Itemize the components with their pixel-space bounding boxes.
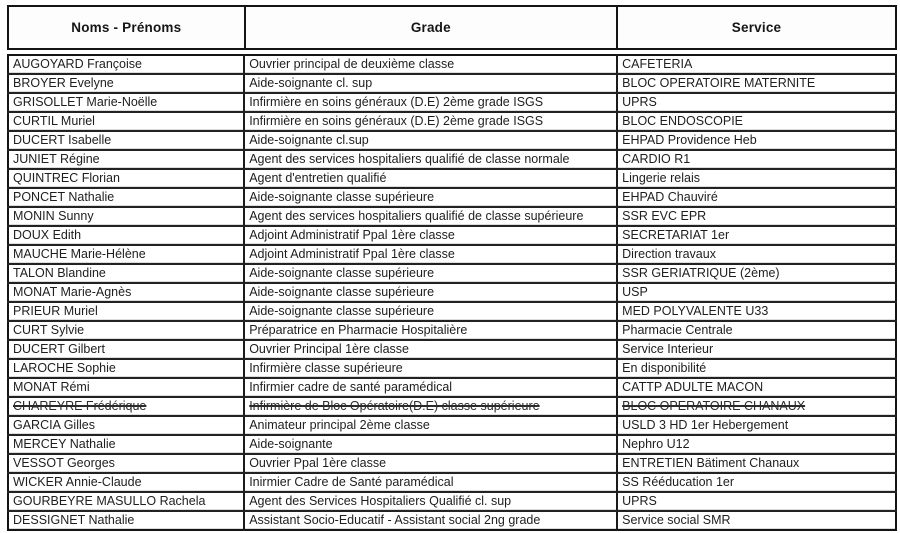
table-row — [8, 302, 896, 321]
table-row — [8, 321, 896, 340]
cell-noms-prenoms: QUINTREC Florian — [8, 169, 244, 188]
table-row — [8, 283, 896, 302]
cell-noms-prenoms: MAUCHE Marie-Hélène — [8, 245, 244, 264]
cell-noms-prenoms: MONAT Rémi — [8, 378, 244, 397]
cell-noms-prenoms: PRIEUR Muriel — [8, 302, 244, 321]
cell-noms-prenoms: BROYER Evelyne — [8, 74, 244, 93]
cell-noms-prenoms: AUGOYARD Françoise — [8, 55, 244, 74]
cell-noms-prenoms: GARCIA Gilles — [8, 416, 244, 435]
cell-noms-prenoms: CURT Sylvie — [8, 321, 244, 340]
table-row — [8, 55, 896, 74]
table-header-row — [7, 5, 897, 50]
cell-noms-prenoms: DUCERT Gilbert — [8, 340, 244, 359]
cell-grade: Agent d'entretien qualifié — [244, 169, 617, 188]
cell-grade: Agent des services hospitaliers qualifié de classe normale — [244, 150, 617, 169]
table-row — [8, 93, 896, 112]
table-row — [8, 397, 896, 416]
table-row — [8, 131, 896, 150]
cell-noms-prenoms: GRISOLLET Marie-Noëlle — [8, 93, 244, 112]
table-row — [8, 473, 896, 492]
table-row — [8, 226, 896, 245]
cell-noms-prenoms: DOUX Edith — [8, 226, 244, 245]
cell-service: Direction travaux — [617, 245, 896, 264]
table-row — [8, 435, 896, 454]
scanned-staff-table-page — [7, 5, 897, 531]
cell-noms-prenoms: CURTIL Muriel — [8, 112, 244, 131]
cell-grade: Infirmière en soins généraux (D.E) 2ème grade ISGS — [244, 112, 617, 131]
cell-noms-prenoms: MERCEY Nathalie — [8, 435, 244, 454]
staff-table — [7, 54, 897, 531]
cell-grade: Aide-soignante cl.sup — [244, 131, 617, 150]
table-row — [8, 378, 896, 397]
cell-grade: Infirmière en soins généraux (D.E) 2ème grade ISGS — [244, 93, 617, 112]
cell-noms-prenoms: TALON Blandine — [8, 264, 244, 283]
cell-grade: Aide-soignante classe supérieure — [244, 283, 617, 302]
cell-service: SECRETARIAT 1er — [617, 226, 896, 245]
cell-service: Nephro U12 — [617, 435, 896, 454]
cell-grade: Agent des Services Hospitaliers Qualifié cl. sup — [244, 492, 617, 511]
cell-service: CAFETERIA — [617, 55, 896, 74]
cell-grade: Préparatrice en Pharmacie Hospitalière — [244, 321, 617, 340]
table-row — [8, 207, 896, 226]
cell-grade: Ouvrier Principal 1ère classe — [244, 340, 617, 359]
cell-grade: Infirmier cadre de santé paramédical — [244, 378, 617, 397]
cell-grade: Ouvrier Ppal 1ère classe — [244, 454, 617, 473]
cell-noms-prenoms: PONCET Nathalie — [8, 188, 244, 207]
cell-noms-prenoms: WICKER Annie-Claude — [8, 473, 244, 492]
column-header-noms-prenoms: Noms - Prénoms — [71, 20, 182, 35]
table-row — [8, 245, 896, 264]
cell-service: BLOC OPERATOIRE CHANAUX — [617, 397, 896, 416]
table-row — [8, 416, 896, 435]
cell-grade: Aide-soignante classe supérieure — [244, 188, 617, 207]
cell-service: UPRS — [617, 492, 896, 511]
cell-grade: Adjoint Administratif Ppal 1ère classe — [244, 226, 617, 245]
cell-service: SSR EVC EPR — [617, 207, 896, 226]
cell-service: EHPAD Chauviré — [617, 188, 896, 207]
table-row — [8, 150, 896, 169]
cell-service: SSR GERIATRIQUE (2ème) — [617, 264, 896, 283]
table-row — [8, 340, 896, 359]
table-row — [8, 492, 896, 511]
cell-grade: Aide-soignante — [244, 435, 617, 454]
cell-service: En disponibilité — [617, 359, 896, 378]
cell-grade: Infirmière classe supérieure — [244, 359, 617, 378]
cell-noms-prenoms: MONIN Sunny — [8, 207, 244, 226]
cell-service: USLD 3 HD 1er Hebergement — [617, 416, 896, 435]
cell-service: Pharmacie Centrale — [617, 321, 896, 340]
cell-grade: Ouvrier principal de deuxième classe — [244, 55, 617, 74]
cell-grade: Agent des services hospitaliers qualifié de classe supérieure — [244, 207, 617, 226]
cell-service: MED POLYVALENTE U33 — [617, 302, 896, 321]
cell-service: CARDIO R1 — [617, 150, 896, 169]
cell-grade: Aide-soignante classe supérieure — [244, 264, 617, 283]
cell-grade: Animateur principal 2ème classe — [244, 416, 617, 435]
cell-service: Service social SMR — [617, 511, 896, 530]
cell-grade: Aide-soignante cl. sup — [244, 74, 617, 93]
cell-noms-prenoms: CHAREYRE Frédérique — [8, 397, 244, 416]
cell-grade: Inirmier Cadre de Santé paramédical — [244, 473, 617, 492]
cell-service: ENTRETIEN Bätiment Chanaux — [617, 454, 896, 473]
cell-noms-prenoms: DESSIGNET Nathalie — [8, 511, 244, 530]
table-row — [8, 454, 896, 473]
cell-grade: Assistant Socio-Educatif - Assistant social 2ng grade — [244, 511, 617, 530]
cell-grade: Aide-soignante classe supérieure — [244, 302, 617, 321]
cell-service: EHPAD Providence Heb — [617, 131, 896, 150]
cell-service: BLOC OPERATOIRE MATERNITE — [617, 74, 896, 93]
table-body — [8, 55, 896, 530]
cell-grade: Adjoint Administratif Ppal 1ère classe — [244, 245, 617, 264]
cell-service: SS Rééducation 1er — [617, 473, 896, 492]
cell-service: USP — [617, 283, 896, 302]
cell-noms-prenoms: GOURBEYRE MASULLO Rachela — [8, 492, 244, 511]
table-row — [8, 264, 896, 283]
cell-grade: Infirmière de Bloc Opératoire(D.E) classe supérieure — [244, 397, 617, 416]
cell-service: BLOC ENDOSCOPIE — [617, 112, 896, 131]
cell-noms-prenoms: JUNIET Régine — [8, 150, 244, 169]
cell-service: UPRS — [617, 93, 896, 112]
table-row — [8, 188, 896, 207]
cell-noms-prenoms: MONAT Marie-Agnès — [8, 283, 244, 302]
cell-noms-prenoms: LAROCHE Sophie — [8, 359, 244, 378]
cell-noms-prenoms: VESSOT Georges — [8, 454, 244, 473]
table-row — [8, 359, 896, 378]
cell-service: CATTP ADULTE MACON — [617, 378, 896, 397]
table-row — [8, 511, 896, 530]
cell-noms-prenoms: DUCERT Isabelle — [8, 131, 244, 150]
column-header-grade: Grade — [244, 7, 616, 48]
table-row — [8, 112, 896, 131]
cell-service: Service Interieur — [617, 340, 896, 359]
table-row — [8, 74, 896, 93]
column-header-service: Service — [616, 7, 895, 48]
cell-service: Lingerie relais — [617, 169, 896, 188]
table-row — [8, 169, 896, 188]
